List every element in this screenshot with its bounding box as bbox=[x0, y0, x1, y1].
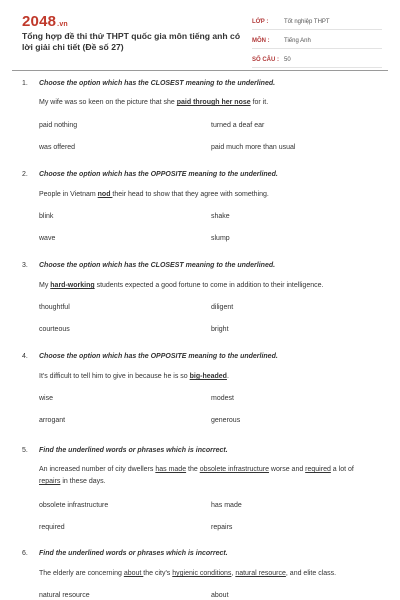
header-divider bbox=[12, 70, 388, 71]
option-a[interactable]: thoughtful bbox=[39, 304, 70, 311]
meta-row-class bbox=[252, 14, 382, 30]
meta-key: SỐ CÂU : bbox=[252, 56, 279, 63]
question-number: 1. bbox=[22, 80, 28, 87]
option-c[interactable]: arrogant bbox=[39, 417, 66, 424]
question-stem: My hard-working students expected a good fortune to come in addition to their intelligence. bbox=[39, 282, 324, 289]
underlined-phrase: required bbox=[305, 466, 331, 473]
option-d[interactable]: slump bbox=[211, 235, 230, 242]
question-stem: The elderly are concerning about the city's hygienic conditions, natural resource, and elite class. bbox=[39, 570, 337, 577]
underlined-phrase: about bbox=[123, 570, 144, 577]
question-number: 2. bbox=[22, 171, 28, 178]
question-instruction: Choose the option which has the CLOSEST meaning to the underlined. bbox=[39, 80, 276, 87]
underlined-phrase: has made bbox=[155, 466, 187, 473]
option-c[interactable]: required bbox=[39, 524, 65, 531]
option-c[interactable]: courteous bbox=[39, 326, 70, 333]
meta-value: Tiếng Anh bbox=[284, 37, 311, 44]
question-instruction: Choose the option which has the CLOSEST meaning to the underlined. bbox=[39, 262, 276, 269]
underlined-phrase: obsolete infrastructure bbox=[199, 466, 269, 473]
underlined-phrase: repairs bbox=[39, 478, 61, 485]
option-b[interactable]: shake bbox=[211, 213, 230, 220]
question-number: 4. bbox=[22, 353, 28, 360]
underlined-phrase: big-headed bbox=[189, 373, 227, 380]
meta-row-count bbox=[252, 52, 382, 68]
meta-value: 50 bbox=[284, 56, 291, 63]
option-a[interactable]: blink bbox=[39, 213, 54, 220]
question-instruction: Choose the option which has the OPPOSITE meaning to the underlined. bbox=[39, 171, 278, 178]
meta-key: LỚP : bbox=[252, 18, 269, 25]
option-b[interactable]: about bbox=[211, 592, 229, 599]
question-number: 3. bbox=[22, 262, 28, 269]
document-header bbox=[0, 0, 400, 63]
question-stem: People in Vietnam nod their head to show that they agree with something. bbox=[39, 191, 269, 198]
option-d[interactable]: paid much more than usual bbox=[211, 144, 296, 151]
option-c[interactable]: was offered bbox=[39, 144, 76, 151]
option-b[interactable]: diligent bbox=[211, 304, 234, 311]
question-stem: It's difficult to tell him to give in because he is so big-headed. bbox=[39, 373, 229, 380]
question-stem: My wife was so keen on the picture that she paid through her nose for it. bbox=[39, 99, 269, 106]
underlined-phrase: natural resource bbox=[235, 570, 286, 577]
option-b[interactable]: has made bbox=[211, 502, 242, 509]
option-b[interactable]: turned a deaf ear bbox=[211, 122, 265, 129]
option-b[interactable]: modest bbox=[211, 395, 234, 402]
underlined-phrase: hard-working bbox=[50, 282, 95, 289]
option-d[interactable]: repairs bbox=[211, 524, 233, 531]
question-instruction: Find the underlined words or phrases which is incorrect. bbox=[39, 550, 228, 557]
question-instruction: Choose the option which has the OPPOSITE meaning to the underlined. bbox=[39, 353, 278, 360]
meta-value: Tốt nghiệp THPT bbox=[284, 18, 330, 25]
option-a[interactable]: wise bbox=[39, 395, 54, 402]
option-a[interactable]: paid nothing bbox=[39, 122, 78, 129]
underlined-phrase: paid through her nose bbox=[176, 99, 251, 106]
underlined-phrase: nod bbox=[97, 191, 113, 198]
logo-text: 2048 bbox=[22, 13, 57, 30]
question-stem: An increased number of city dwellers has made the obsolete infrastructure worse and required a lot of repairs in these days. bbox=[39, 466, 354, 485]
option-d[interactable]: generous bbox=[211, 417, 241, 424]
site-logo[interactable] bbox=[22, 13, 68, 30]
question-number: 5. bbox=[22, 447, 28, 454]
option-c[interactable]: wave bbox=[39, 235, 56, 242]
logo-suffix: .vn bbox=[57, 21, 68, 28]
underlined-phrase: hygienic conditions bbox=[172, 570, 232, 577]
option-a[interactable]: natural resource bbox=[39, 592, 90, 599]
question-number: 6. bbox=[22, 550, 28, 557]
document-title: Tổng hợp đề thi thử THPT quốc gia môn tiếng anh có lời giải chi tiết (Đề số 27) bbox=[22, 31, 241, 52]
document-meta bbox=[252, 14, 382, 71]
option-d[interactable]: bright bbox=[211, 326, 229, 333]
option-a[interactable]: obsolete infrastructure bbox=[39, 502, 109, 509]
meta-row-subject bbox=[252, 33, 382, 49]
meta-key: MÔN : bbox=[252, 37, 270, 44]
question-instruction: Find the underlined words or phrases which is incorrect. bbox=[39, 447, 228, 454]
